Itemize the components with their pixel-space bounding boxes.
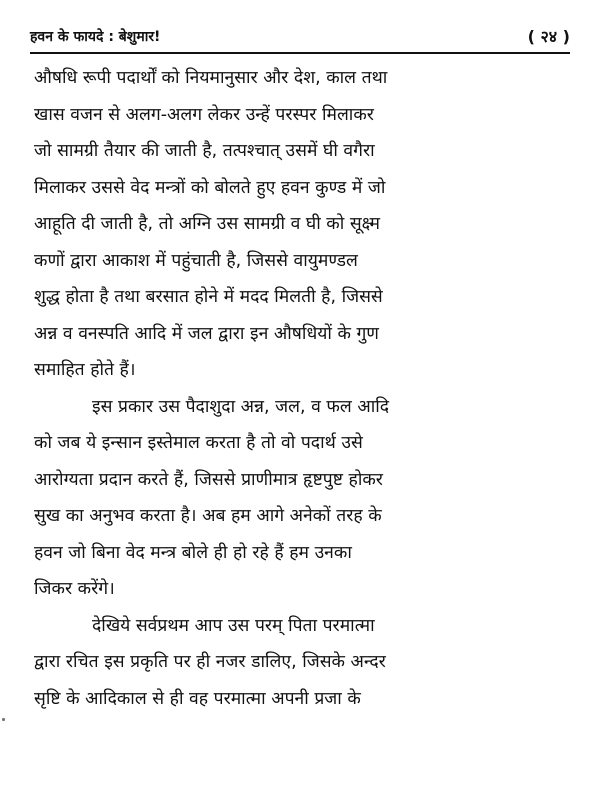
paragraph-first-line: इस प्रकार उस पैदाशुदा अन्न, जल, व फल आदि bbox=[92, 396, 390, 417]
text-line: द्वारा रचित इस प्रकृति पर ही नजर डालिए, जिसके अन्दर bbox=[34, 652, 386, 672]
text-line: जिकर करेंगे। bbox=[34, 579, 115, 599]
header-rule bbox=[30, 52, 570, 54]
paragraph-first-line: देखिये सर्वप्रथम आप उस परम् पिता परमात्मा bbox=[92, 615, 375, 636]
text-line: समाहित होते हैं। bbox=[34, 360, 136, 380]
text-line: अन्न व वनस्पति आदि में जल द्वारा इन औषधियों के गुण bbox=[34, 323, 379, 344]
text-line: सृष्टि के आदिकाल से ही वह परमात्मा अपनी प्रजा के bbox=[34, 688, 361, 709]
text-line: खास वजन से अलग-अलग लेकर उन्हें परस्पर मिलाकर bbox=[34, 104, 374, 125]
text-line: औषधि रूपी पदार्थों को नियमानुसार और देश, काल तथा bbox=[34, 68, 388, 88]
text-line: मिलाकर उससे वेद मन्त्रों को बोलते हुए हवन कुण्ड में जो bbox=[34, 177, 386, 198]
text-line: सुख का अनुभव करता है। अब हम आगे अनेकों तरह के bbox=[34, 506, 382, 526]
text-line: हवन जो बिना वेद मन्त्र बोले ही हो रहे हैं हम उनका bbox=[34, 542, 352, 563]
text-line: शुद्ध होता है तथा बरसात होने में मदद मिलती है, जिससे bbox=[34, 287, 383, 307]
text-line: आरोग्यता प्रदान करते हैं, जिससे प्राणीमात्र हृष्टपुष्ट होकर bbox=[34, 469, 383, 490]
scan-edge-mark bbox=[2, 718, 5, 721]
running-header bbox=[30, 26, 570, 48]
text-line: आहूति दी जाती है, तो अग्नि उस सामग्री व घी को सूक्ष्म bbox=[34, 214, 380, 234]
text-line: कणों द्वारा आकाश में पहुंचाती है, जिससे वायुमण्डल bbox=[34, 250, 358, 271]
text-line: जो सामग्री तैयार की जाती है, तत्पश्चात् उसमें घी वगैरा bbox=[34, 141, 375, 161]
text-line: को जब ये इन्सान इस्तेमाल करता है तो वो पदार्थ उसे bbox=[34, 433, 363, 453]
chapter-title: हवन के फायदे : बेशुमार! bbox=[30, 29, 161, 45]
body-text bbox=[34, 60, 574, 717]
page-number: ( २४ ) bbox=[527, 27, 570, 46]
